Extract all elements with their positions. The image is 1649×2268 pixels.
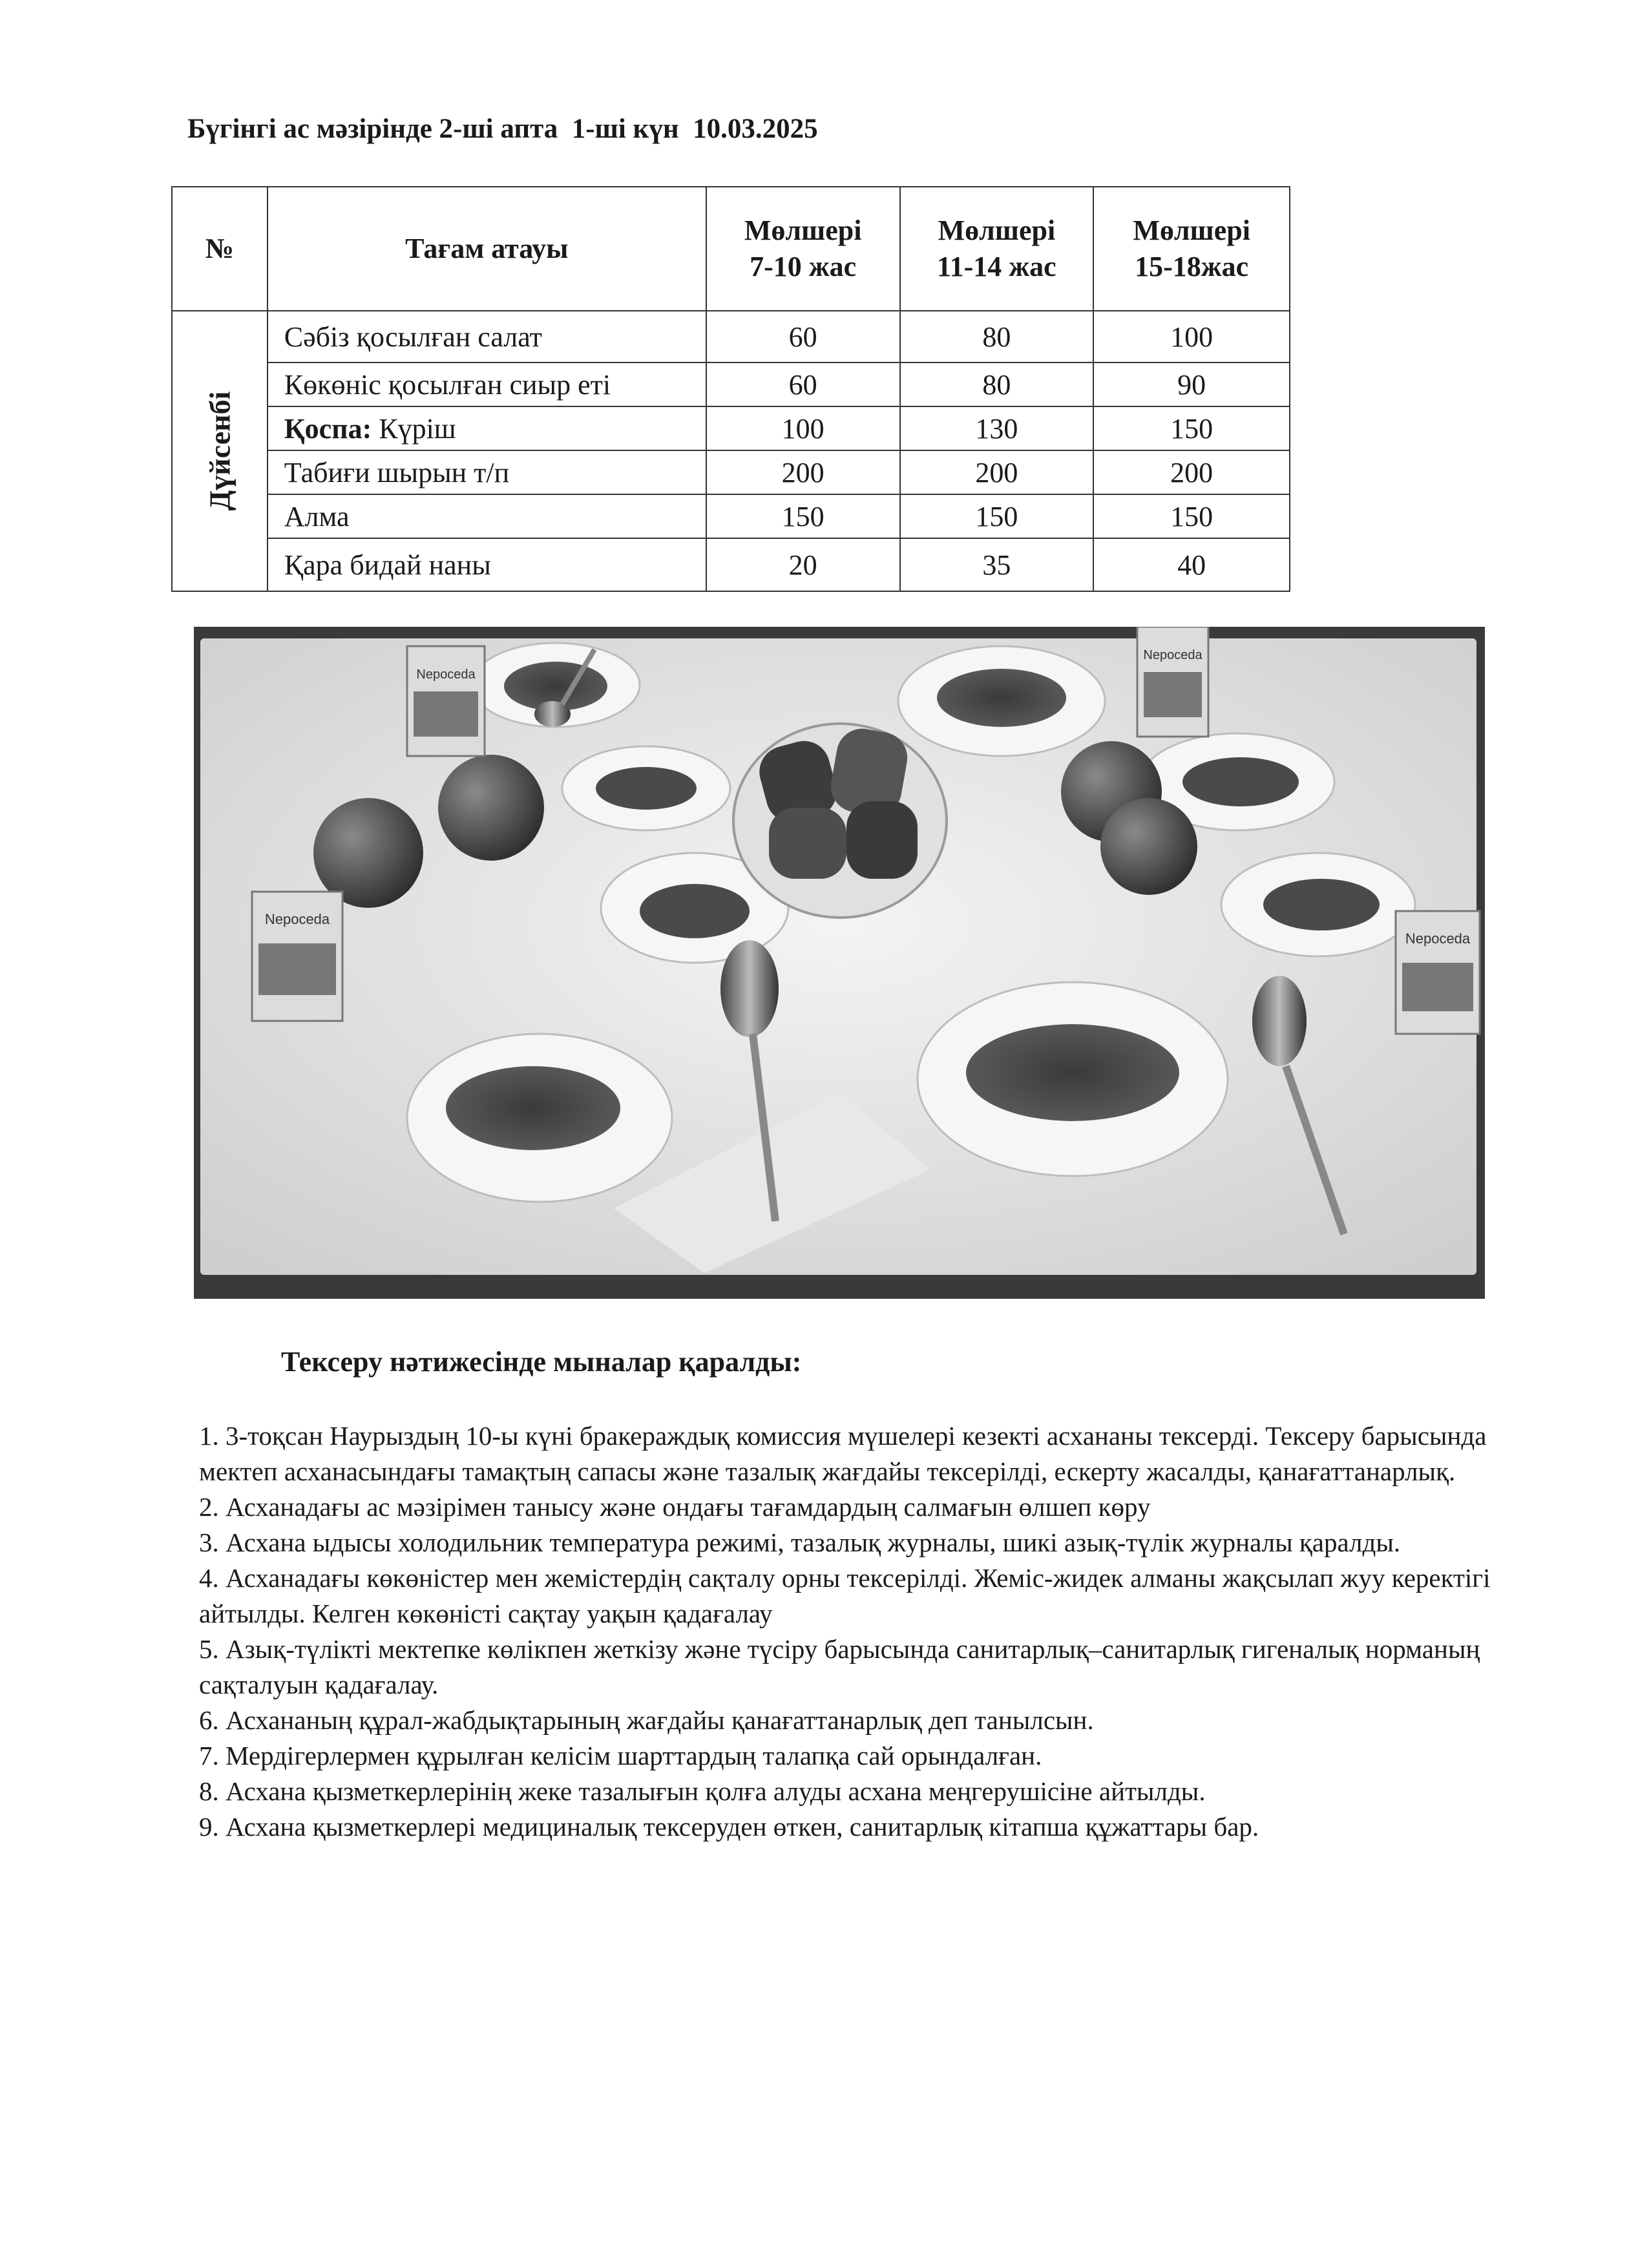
dish-name: Көкөніс қосылған сиыр еті <box>268 362 706 406</box>
amount-cell: 150 <box>706 494 900 538</box>
table-header-row <box>172 187 1290 311</box>
amount-cell: 200 <box>706 450 900 494</box>
amount-cell: 100 <box>1093 311 1290 362</box>
finding-item: 7. Мердігерлермен құрылған келісім шарттардың талапқа сай орындалған. <box>199 1741 1042 1770</box>
header-amount-15-18: Мөлшері 15-18жас <box>1093 187 1290 311</box>
carton-brand-text: Nepoceda <box>416 667 476 682</box>
day-label: Дүйсенбі <box>203 391 236 511</box>
table-row <box>172 406 1290 450</box>
carton-brand-text: Nepoceda <box>1405 930 1471 947</box>
food-photo <box>194 627 1485 1299</box>
menu-table <box>171 186 1290 592</box>
finding-item: 4. Асханадағы көкөністер мен жемістердің сақталу орны тексерілді. Жеміс-жидек алманы жақсылап жуу керектігі айтылды. Келген көкөністі сақтау уақын қадағалау <box>199 1563 1491 1628</box>
amount-cell: 200 <box>900 450 1094 494</box>
bread-basket <box>733 724 947 918</box>
finding-item: 5. Азық-түлікті мектепке көлікпен жеткізу және түсіру барысында санитарлық–санитарлық гигеналық норманың сақталуын қадағалау. <box>199 1634 1480 1699</box>
dish-name: Қара бидай наны <box>268 538 706 591</box>
header-dish-name: Тағам атауы <box>268 187 706 311</box>
table-row <box>172 311 1290 362</box>
amount-cell: 80 <box>900 362 1094 406</box>
carton-brand-text: Nepoceda <box>264 911 330 927</box>
header-amount-11-14: Мөлшері 11-14 жас <box>900 187 1094 311</box>
dish-name: Сәбіз қосылған салат <box>268 311 706 362</box>
amount-cell: 40 <box>1093 538 1290 591</box>
amount-cell: 20 <box>706 538 900 591</box>
amount-cell: 150 <box>900 494 1094 538</box>
dish-prefix: Қоспа: <box>284 412 372 445</box>
salad-plate-right-2 <box>1221 853 1415 956</box>
amount-cell: 90 <box>1093 362 1290 406</box>
rice-plate-top-right <box>898 646 1105 756</box>
table-row <box>172 362 1290 406</box>
dish-name: Қоспа: Күріш <box>268 406 706 450</box>
header-amount-7-10: Мөлшері 7-10 жас <box>706 187 900 311</box>
table-row <box>172 538 1290 591</box>
finding-item: 9. Асхана қызметкерлері медициналық тексеруден өткен, санитарлық кітапша құжаттары бар. <box>199 1812 1259 1842</box>
finding-item: 2. Асханадағы ас мәзірімен танысу және ондағы тағамдардың салмағын өлшеп көру <box>199 1492 1151 1522</box>
dish-name: Табиғи шырын т/п <box>268 450 706 494</box>
amount-cell: 130 <box>900 406 1094 450</box>
amount-cell: 200 <box>1093 450 1290 494</box>
amount-cell: 150 <box>1093 406 1290 450</box>
results-title: Тексеру нәтижесінде мыналар қаралды: <box>281 1346 802 1378</box>
dish-name: Алма <box>268 494 706 538</box>
amount-cell: 60 <box>706 311 900 362</box>
amount-cell: 100 <box>706 406 900 450</box>
finding-item: 1. 3-тоқсан Наурыздың 10-ы күні бракераждық комиссия мүшелері кезекті асхананы тексерді. Тексеру барысында мектеп асханасындағы тамақтың сапасы және тазалық жағдайы тексерілді, ескерту жасалды, қанағаттанарлық. <box>199 1421 1487 1486</box>
table-row <box>172 450 1290 494</box>
finding-item: 6. Асхананың құрал-жабдықтарының жағдайы қанағаттанарлық деп танылсын. <box>199 1705 1094 1735</box>
finding-item: 3. Асхана ыдысы холодильник температура режимі, тазалық журналы, шикі азық-түлік журналы қаралды. <box>199 1528 1401 1557</box>
header-number: № <box>172 187 268 311</box>
amount-cell: 60 <box>706 362 900 406</box>
rice-plate-bottom-right <box>918 982 1228 1176</box>
amount-cell: 35 <box>900 538 1094 591</box>
salad-plate-left-1 <box>562 746 730 830</box>
carton-brand-text: Nepoceda <box>1143 648 1203 662</box>
findings-list <box>199 1418 1556 1845</box>
rice-plate-bottom-left <box>407 1034 672 1202</box>
amount-cell: 150 <box>1093 494 1290 538</box>
table-row <box>172 494 1290 538</box>
amount-cell: 80 <box>900 311 1094 362</box>
day-cell <box>172 311 268 591</box>
finding-item: 8. Асхана қызметкерлерінің жеке тазалығын қолға алуды асхана меңгерушісіне айтылды. <box>199 1776 1206 1806</box>
page-title: Бүгінгі ас мәзірінде 2-ші апта 1-ші күн 10.03.2025 <box>187 114 818 144</box>
